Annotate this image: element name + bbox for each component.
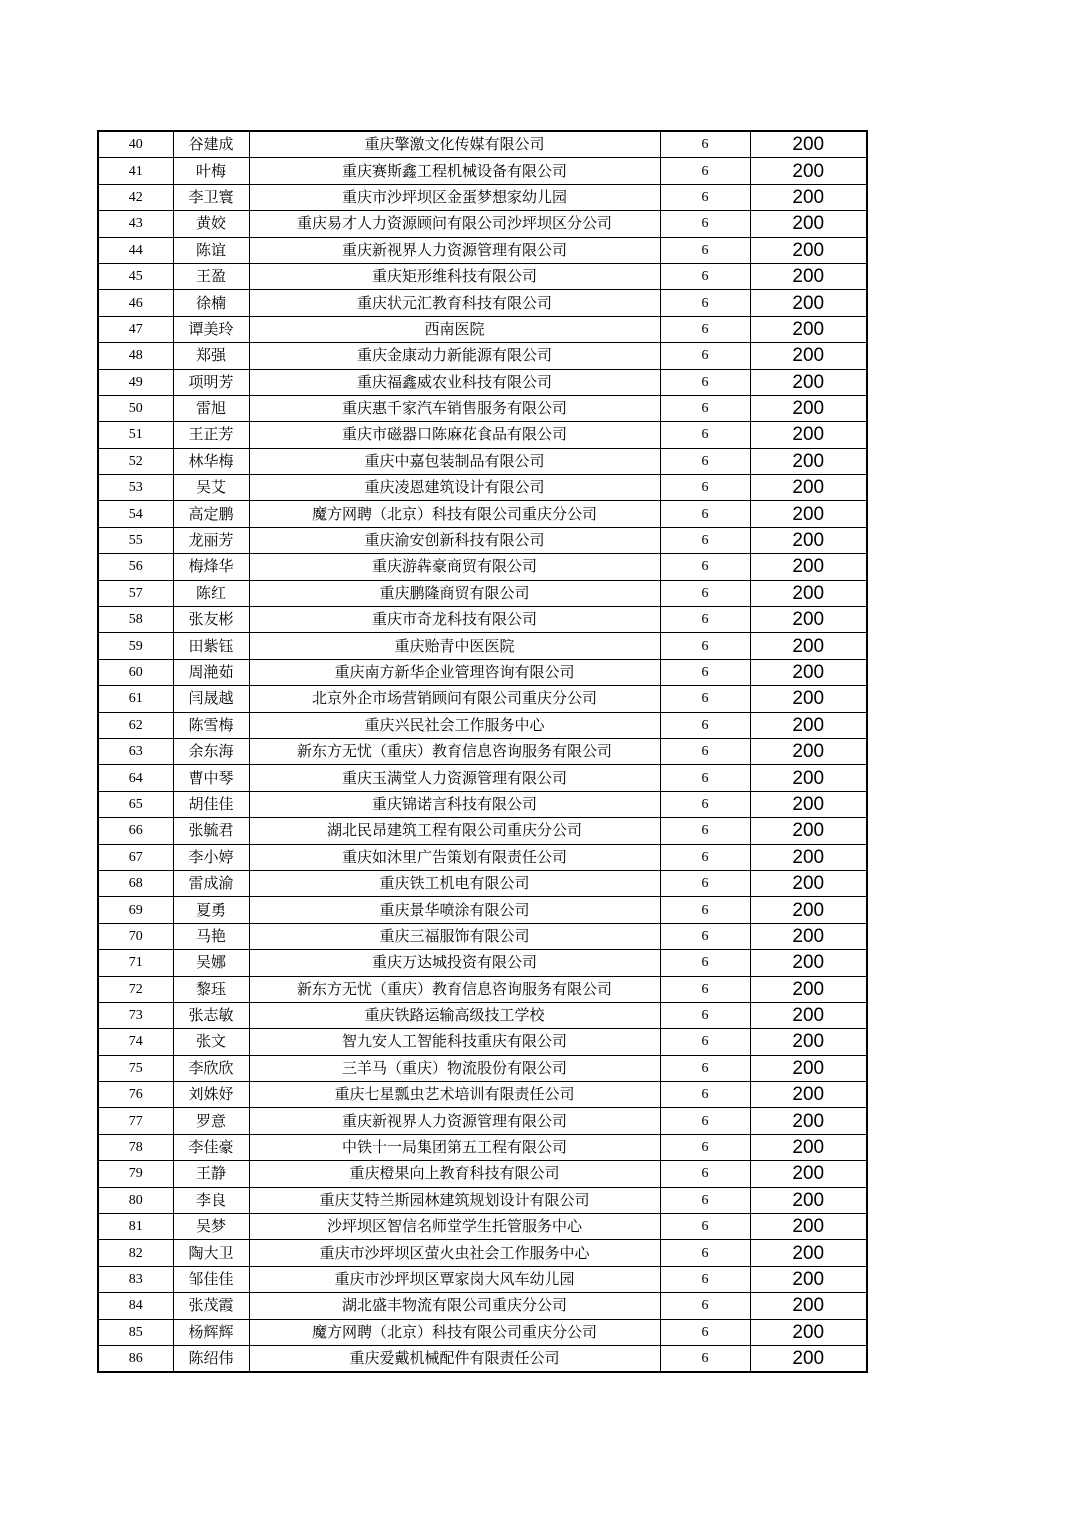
employer-cell: 重庆中嘉包装制品有限公司 [249,448,660,474]
employer-cell: 沙坪坝区智信名师堂学生托管服务中心 [249,1214,660,1240]
row-number-cell: 78 [98,1134,173,1160]
table-row [98,527,867,553]
amount-cell: 200 [750,1161,867,1187]
employer-cell: 重庆景华喷涂有限公司 [249,897,660,923]
table-row [98,765,867,791]
row-number-cell: 44 [98,237,173,263]
employer-cell: 新东方无忧（重庆）教育信息咨询服务有限公司 [249,738,660,764]
person-name-cell: 张志敏 [173,1002,249,1028]
person-name-cell: 王正芳 [173,422,249,448]
months-cell: 6 [660,765,750,791]
table-row [98,237,867,263]
months-cell: 6 [660,818,750,844]
months-cell: 6 [660,1161,750,1187]
row-number-cell: 72 [98,976,173,1002]
employer-cell: 重庆市沙坪坝区金蛋梦想家幼儿园 [249,184,660,210]
months-cell: 6 [660,369,750,395]
person-name-cell: 夏勇 [173,897,249,923]
months-cell: 6 [660,712,750,738]
row-number-cell: 77 [98,1108,173,1134]
row-number-cell: 67 [98,844,173,870]
person-name-cell: 杨辉辉 [173,1319,249,1345]
employer-cell: 重庆南方新华企业管理咨询有限公司 [249,659,660,685]
employer-cell: 北京外企市场营销顾问有限公司重庆分公司 [249,686,660,712]
amount-cell: 200 [750,1082,867,1108]
row-number-cell: 61 [98,686,173,712]
amount-cell: 200 [750,923,867,949]
amount-cell: 200 [750,818,867,844]
months-cell: 6 [660,1319,750,1345]
amount-cell: 200 [750,897,867,923]
months-cell: 6 [660,1345,750,1372]
table-row [98,1055,867,1081]
months-cell: 6 [660,1108,750,1134]
amount-cell: 200 [750,607,867,633]
person-name-cell: 马艳 [173,923,249,949]
table-row [98,950,867,976]
amount-cell: 200 [750,1266,867,1292]
months-cell: 6 [660,1055,750,1081]
months-cell: 6 [660,263,750,289]
amount-cell: 200 [750,950,867,976]
amount-cell: 200 [750,1134,867,1160]
row-number-cell: 43 [98,211,173,237]
months-cell: 6 [660,1293,750,1319]
person-name-cell: 罗意 [173,1108,249,1134]
employer-cell: 重庆金康动力新能源有限公司 [249,343,660,369]
employer-cell: 湖北盛丰物流有限公司重庆分公司 [249,1293,660,1319]
person-name-cell: 张毓君 [173,818,249,844]
row-number-cell: 58 [98,607,173,633]
person-name-cell: 吴梦 [173,1214,249,1240]
employer-cell: 重庆赛斯鑫工程机械设备有限公司 [249,158,660,184]
employer-cell: 魔方网聘（北京）科技有限公司重庆分公司 [249,501,660,527]
months-cell: 6 [660,395,750,421]
amount-cell: 200 [750,1029,867,1055]
months-cell: 6 [660,527,750,553]
amount-cell: 200 [750,263,867,289]
table-row [98,976,867,1002]
table-row [98,448,867,474]
table-row [98,1214,867,1240]
amount-cell: 200 [750,158,867,184]
table-row [98,923,867,949]
subsidy-table [97,130,868,1373]
amount-cell: 200 [750,1345,867,1372]
table-row [98,686,867,712]
amount-cell: 200 [750,1319,867,1345]
months-cell: 6 [660,923,750,949]
row-number-cell: 54 [98,501,173,527]
row-number-cell: 65 [98,791,173,817]
person-name-cell: 张茂霞 [173,1293,249,1319]
employer-cell: 重庆状元汇教育科技有限公司 [249,290,660,316]
table-row [98,263,867,289]
employer-cell: 西南医院 [249,316,660,342]
person-name-cell: 田紫钰 [173,633,249,659]
amount-cell: 200 [750,290,867,316]
amount-cell: 200 [750,686,867,712]
months-cell: 6 [660,633,750,659]
amount-cell: 200 [750,527,867,553]
months-cell: 6 [660,237,750,263]
person-name-cell: 李小婷 [173,844,249,870]
employer-cell: 重庆游犇豪商贸有限公司 [249,554,660,580]
amount-cell: 200 [750,501,867,527]
person-name-cell: 陶大卫 [173,1240,249,1266]
row-number-cell: 40 [98,131,173,158]
employer-cell: 魔方网聘（北京）科技有限公司重庆分公司 [249,1319,660,1345]
table-row [98,870,867,896]
person-name-cell: 龙丽芳 [173,527,249,553]
months-cell: 6 [660,158,750,184]
person-name-cell: 项明芳 [173,369,249,395]
months-cell: 6 [660,950,750,976]
person-name-cell: 黎珏 [173,976,249,1002]
row-number-cell: 41 [98,158,173,184]
table-row [98,897,867,923]
table-row [98,659,867,685]
table-row [98,1240,867,1266]
row-number-cell: 86 [98,1345,173,1372]
months-cell: 6 [660,580,750,606]
months-cell: 6 [660,1240,750,1266]
row-number-cell: 60 [98,659,173,685]
employer-cell: 重庆市沙坪坝区萤火虫社会工作服务中心 [249,1240,660,1266]
table-row [98,738,867,764]
employer-cell: 重庆市奇龙科技有限公司 [249,607,660,633]
row-number-cell: 53 [98,475,173,501]
person-name-cell: 王盈 [173,263,249,289]
table-row [98,1266,867,1292]
row-number-cell: 69 [98,897,173,923]
months-cell: 6 [660,554,750,580]
table-row [98,607,867,633]
amount-cell: 200 [750,765,867,791]
person-name-cell: 李佳豪 [173,1134,249,1160]
amount-cell: 200 [750,659,867,685]
person-name-cell: 陈雪梅 [173,712,249,738]
person-name-cell: 陈绍伟 [173,1345,249,1372]
row-number-cell: 50 [98,395,173,421]
person-name-cell: 王静 [173,1161,249,1187]
amount-cell: 200 [750,237,867,263]
months-cell: 6 [660,1082,750,1108]
person-name-cell: 林华梅 [173,448,249,474]
months-cell: 6 [660,1134,750,1160]
employer-cell: 重庆铁路运输高级技工学校 [249,1002,660,1028]
table-row [98,1134,867,1160]
table-body [98,131,867,1372]
row-number-cell: 83 [98,1266,173,1292]
table-row [98,1108,867,1134]
row-number-cell: 62 [98,712,173,738]
employer-cell: 新东方无忧（重庆）教育信息咨询服务有限公司 [249,976,660,1002]
row-number-cell: 74 [98,1029,173,1055]
employer-cell: 重庆矩形维科技有限公司 [249,263,660,289]
employer-cell: 重庆市磁器口陈麻花食品有限公司 [249,422,660,448]
person-name-cell: 谭美玲 [173,316,249,342]
row-number-cell: 75 [98,1055,173,1081]
employer-cell: 重庆渝安创新科技有限公司 [249,527,660,553]
person-name-cell: 雷旭 [173,395,249,421]
employer-cell: 重庆鹏隆商贸有限公司 [249,580,660,606]
row-number-cell: 80 [98,1187,173,1213]
table-row [98,422,867,448]
table-row [98,818,867,844]
amount-cell: 200 [750,1240,867,1266]
employer-cell: 重庆艾特兰斯园林建筑规划设计有限公司 [249,1187,660,1213]
employer-cell: 重庆新视界人力资源管理有限公司 [249,237,660,263]
amount-cell: 200 [750,1055,867,1081]
employer-cell: 重庆如沐里广告策划有限责任公司 [249,844,660,870]
months-cell: 6 [660,870,750,896]
person-name-cell: 梅烽华 [173,554,249,580]
row-number-cell: 81 [98,1214,173,1240]
amount-cell: 200 [750,316,867,342]
table-row [98,1293,867,1319]
person-name-cell: 高定鹏 [173,501,249,527]
person-name-cell: 闫晟越 [173,686,249,712]
months-cell: 6 [660,1029,750,1055]
person-name-cell: 曹中琴 [173,765,249,791]
person-name-cell: 谷建成 [173,131,249,158]
amount-cell: 200 [750,554,867,580]
months-cell: 6 [660,211,750,237]
employer-cell: 重庆三福服饰有限公司 [249,923,660,949]
amount-cell: 200 [750,1187,867,1213]
amount-cell: 200 [750,1002,867,1028]
row-number-cell: 76 [98,1082,173,1108]
months-cell: 6 [660,1002,750,1028]
table-row [98,1187,867,1213]
person-name-cell: 周滟茹 [173,659,249,685]
amount-cell: 200 [750,580,867,606]
employer-cell: 智九安人工智能科技重庆有限公司 [249,1029,660,1055]
row-number-cell: 57 [98,580,173,606]
table-row [98,712,867,738]
row-number-cell: 46 [98,290,173,316]
table-row [98,395,867,421]
employer-cell: 重庆惠千家汽车销售服务有限公司 [249,395,660,421]
person-name-cell: 李卫寰 [173,184,249,210]
employer-cell: 重庆玉满堂人力资源管理有限公司 [249,765,660,791]
person-name-cell: 刘姝妤 [173,1082,249,1108]
row-number-cell: 45 [98,263,173,289]
person-name-cell: 郑强 [173,343,249,369]
row-number-cell: 68 [98,870,173,896]
months-cell: 6 [660,1214,750,1240]
months-cell: 6 [660,501,750,527]
person-name-cell: 张友彬 [173,607,249,633]
employer-cell: 中铁十一局集团第五工程有限公司 [249,1134,660,1160]
employer-cell: 三羊马（重庆）物流股份有限公司 [249,1055,660,1081]
table-row [98,554,867,580]
row-number-cell: 73 [98,1002,173,1028]
row-number-cell: 59 [98,633,173,659]
table-row [98,633,867,659]
months-cell: 6 [660,448,750,474]
employer-cell: 重庆万达城投资有限公司 [249,950,660,976]
employer-cell: 重庆凌恩建筑设计有限公司 [249,475,660,501]
table-row [98,1082,867,1108]
row-number-cell: 70 [98,923,173,949]
employer-cell: 重庆爱戴机械配件有限责任公司 [249,1345,660,1372]
row-number-cell: 48 [98,343,173,369]
months-cell: 6 [660,316,750,342]
amount-cell: 200 [750,448,867,474]
months-cell: 6 [660,686,750,712]
row-number-cell: 51 [98,422,173,448]
row-number-cell: 71 [98,950,173,976]
amount-cell: 200 [750,976,867,1002]
months-cell: 6 [660,343,750,369]
table-row [98,580,867,606]
months-cell: 6 [660,791,750,817]
row-number-cell: 47 [98,316,173,342]
employer-cell: 重庆兴民社会工作服务中心 [249,712,660,738]
amount-cell: 200 [750,184,867,210]
row-number-cell: 85 [98,1319,173,1345]
employer-cell: 重庆易才人力资源顾问有限公司沙坪坝区分公司 [249,211,660,237]
person-name-cell: 陈红 [173,580,249,606]
person-name-cell: 李良 [173,1187,249,1213]
amount-cell: 200 [750,211,867,237]
table-row [98,316,867,342]
row-number-cell: 52 [98,448,173,474]
person-name-cell: 余东海 [173,738,249,764]
person-name-cell: 张文 [173,1029,249,1055]
amount-cell: 200 [750,343,867,369]
table-row [98,158,867,184]
employer-cell: 湖北民昂建筑工程有限公司重庆分公司 [249,818,660,844]
person-name-cell: 吴娜 [173,950,249,976]
row-number-cell: 79 [98,1161,173,1187]
employer-cell: 重庆铁工机电有限公司 [249,870,660,896]
months-cell: 6 [660,1266,750,1292]
row-number-cell: 56 [98,554,173,580]
person-name-cell: 陈谊 [173,237,249,263]
employer-cell: 重庆擎激文化传媒有限公司 [249,131,660,158]
table-row [98,1029,867,1055]
amount-cell: 200 [750,422,867,448]
person-name-cell: 李欣欣 [173,1055,249,1081]
amount-cell: 200 [750,791,867,817]
amount-cell: 200 [750,369,867,395]
months-cell: 6 [660,844,750,870]
table-row [98,1002,867,1028]
months-cell: 6 [660,475,750,501]
person-name-cell: 胡佳佳 [173,791,249,817]
person-name-cell: 黄姣 [173,211,249,237]
table-row [98,343,867,369]
employer-cell: 重庆市沙坪坝区覃家岗大风车幼儿园 [249,1266,660,1292]
amount-cell: 200 [750,475,867,501]
table-row [98,501,867,527]
table-row [98,1345,867,1372]
amount-cell: 200 [750,1108,867,1134]
months-cell: 6 [660,607,750,633]
row-number-cell: 64 [98,765,173,791]
person-name-cell: 雷成渝 [173,870,249,896]
months-cell: 6 [660,131,750,158]
table-row [98,475,867,501]
months-cell: 6 [660,184,750,210]
amount-cell: 200 [750,712,867,738]
row-number-cell: 84 [98,1293,173,1319]
table-row [98,1161,867,1187]
row-number-cell: 66 [98,818,173,844]
months-cell: 6 [660,897,750,923]
table-row [98,791,867,817]
person-name-cell: 吴艾 [173,475,249,501]
months-cell: 6 [660,1187,750,1213]
table-row [98,184,867,210]
months-cell: 6 [660,422,750,448]
row-number-cell: 63 [98,738,173,764]
employer-cell: 重庆贻青中医医院 [249,633,660,659]
row-number-cell: 49 [98,369,173,395]
months-cell: 6 [660,976,750,1002]
table-row [98,369,867,395]
employer-cell: 重庆橙果向上教育科技有限公司 [249,1161,660,1187]
table-row [98,211,867,237]
row-number-cell: 82 [98,1240,173,1266]
table-row [98,844,867,870]
table-row [98,290,867,316]
amount-cell: 200 [750,738,867,764]
months-cell: 6 [660,290,750,316]
amount-cell: 200 [750,870,867,896]
row-number-cell: 42 [98,184,173,210]
amount-cell: 200 [750,131,867,158]
amount-cell: 200 [750,844,867,870]
row-number-cell: 55 [98,527,173,553]
employer-cell: 重庆新视界人力资源管理有限公司 [249,1108,660,1134]
months-cell: 6 [660,659,750,685]
amount-cell: 200 [750,1214,867,1240]
employer-cell: 重庆七星瓢虫艺术培训有限责任公司 [249,1082,660,1108]
person-name-cell: 邹佳佳 [173,1266,249,1292]
amount-cell: 200 [750,633,867,659]
person-name-cell: 叶梅 [173,158,249,184]
person-name-cell: 徐楠 [173,290,249,316]
months-cell: 6 [660,738,750,764]
amount-cell: 200 [750,1293,867,1319]
table-row [98,131,867,158]
amount-cell: 200 [750,395,867,421]
table-row [98,1319,867,1345]
employer-cell: 重庆锦诺言科技有限公司 [249,791,660,817]
employer-cell: 重庆福鑫威农业科技有限公司 [249,369,660,395]
